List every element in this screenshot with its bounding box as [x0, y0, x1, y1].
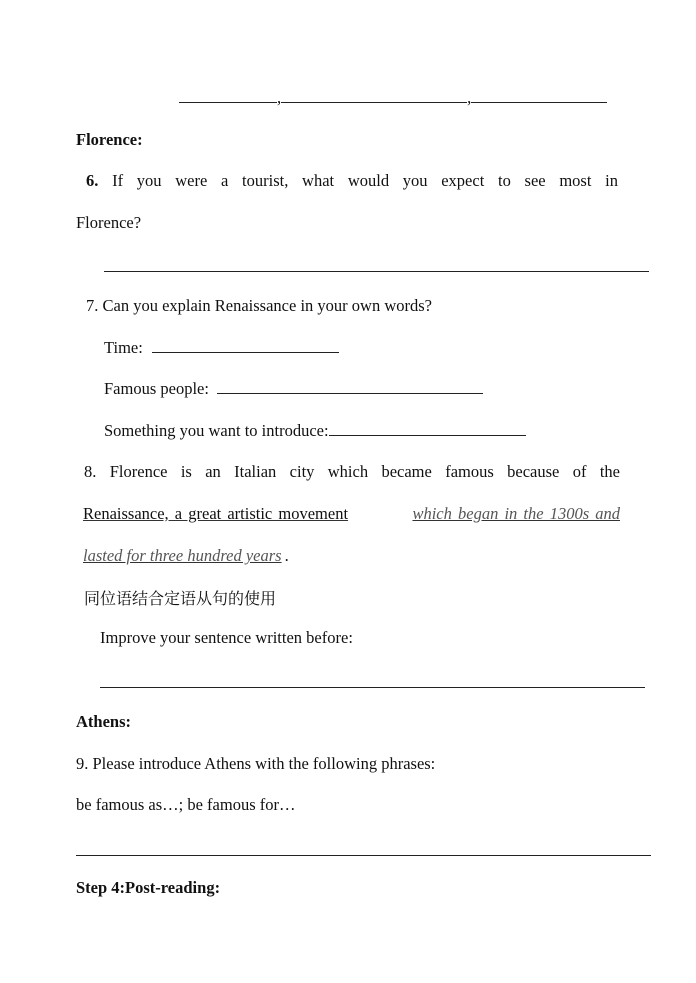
q9-question: 9. Please introduce Athens with the following phrases: [76, 754, 436, 773]
improve-label: Improve your sentence written before: [100, 628, 353, 647]
blank-separator: , [277, 88, 282, 107]
top-blanks-row [179, 88, 607, 108]
blank-field-3[interactable] [471, 88, 607, 103]
q8-clause-part1: which began in the 1300s and [412, 504, 620, 523]
word: a [221, 171, 229, 190]
athens-heading: Athens: [76, 712, 132, 731]
q6-answer-line[interactable] [104, 271, 649, 272]
word: famous [445, 462, 494, 481]
word: is [180, 462, 192, 481]
q7-people-row [104, 379, 483, 399]
q6-line2: Florence? [76, 213, 142, 232]
q8-appositive: Renaissance, a great artistic movement [83, 504, 349, 523]
introduce-label: Something you want to introduce: [104, 421, 329, 440]
word: you [136, 171, 162, 190]
q7-intro-row [104, 421, 526, 441]
q6-line1 [86, 171, 618, 191]
word: an [205, 462, 221, 481]
famous-people-label: Famous people: [104, 379, 209, 398]
q8-period: . [284, 546, 289, 565]
time-blank[interactable] [152, 338, 339, 353]
q8-line3 [83, 546, 289, 566]
time-label: Time: [104, 338, 143, 357]
word: city [289, 462, 315, 481]
introduce-blank[interactable] [329, 421, 526, 436]
q8-line2 [83, 504, 620, 524]
word: in [605, 171, 618, 190]
word: 8. [84, 462, 97, 481]
step4-heading: Step 4:Post-reading: [76, 878, 221, 897]
word: see [524, 171, 546, 190]
word: the [599, 462, 620, 481]
q8-clause-part2: lasted for three hundred years [83, 546, 282, 565]
word: because [507, 462, 560, 481]
word: which [327, 462, 369, 481]
q8-line1 [84, 462, 620, 482]
word: most [559, 171, 592, 190]
blank-field-2[interactable] [281, 88, 467, 103]
word: would [347, 171, 390, 190]
word: tourist, [242, 171, 289, 190]
blank-separator: , [467, 88, 472, 107]
q7-question: 7. Can you explain Renaissance in your own words? [86, 296, 432, 315]
famous-people-blank[interactable] [217, 379, 483, 394]
word: Florence [109, 462, 168, 481]
word: became [381, 462, 432, 481]
word: were [175, 171, 208, 190]
word: If [112, 171, 124, 190]
blank-field-1[interactable] [179, 88, 277, 103]
florence-heading: Florence: [76, 130, 143, 149]
word: you [402, 171, 428, 190]
word: of [572, 462, 587, 481]
improve-answer-line[interactable] [100, 687, 645, 688]
word: expect [441, 171, 485, 190]
q7-time-row [104, 338, 339, 358]
word: Italian [234, 462, 277, 481]
q6-number: 6. [86, 171, 99, 190]
q9-answer-line[interactable] [76, 855, 651, 856]
word: to [497, 171, 511, 190]
word: what [302, 171, 335, 190]
q9-phrases: be famous as…; be famous for… [76, 795, 296, 814]
grammar-note: 同位语结合定语从句的使用 [84, 589, 277, 608]
